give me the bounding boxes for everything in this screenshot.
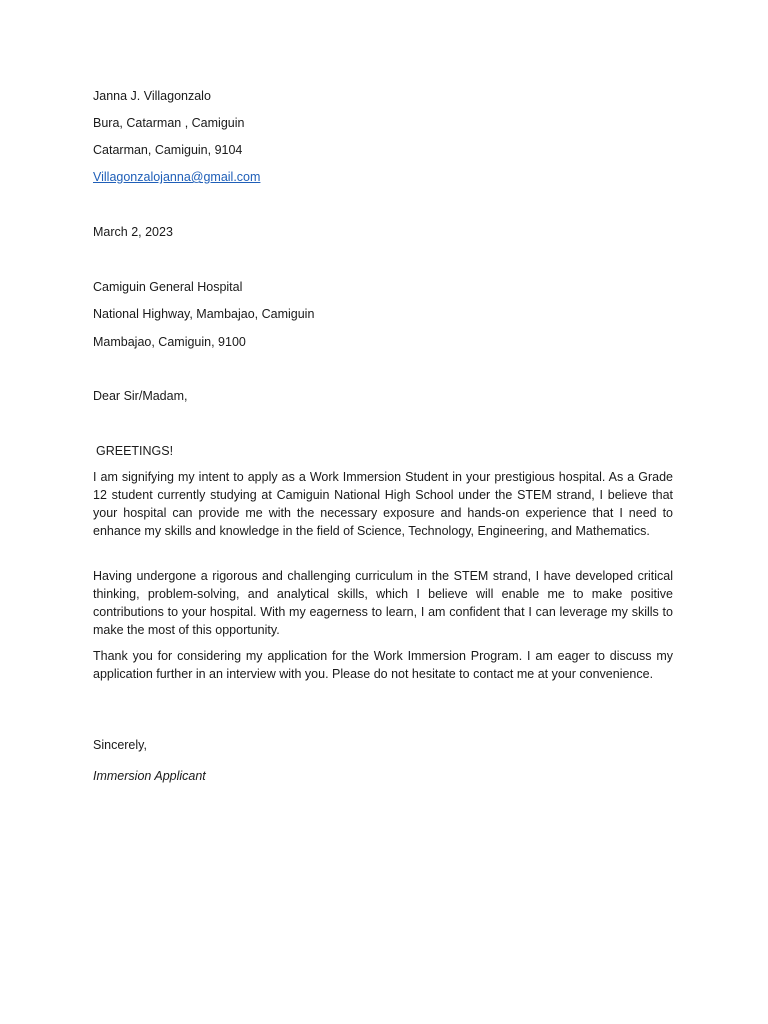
recipient-address-line2: Mambajao, Camiguin, 9100: [93, 335, 246, 349]
closing: Sincerely,: [93, 738, 147, 752]
letter-date: March 2, 2023: [93, 225, 173, 239]
sender-email-link[interactable]: Villagonzalojanna@gmail.com: [93, 170, 261, 184]
sender-address-line1: Bura, Catarman , Camiguin: [93, 116, 245, 130]
recipient-address-line1: National Highway, Mambajao, Camiguin: [93, 307, 315, 321]
greeting: GREETINGS!: [96, 444, 174, 458]
salutation: Dear Sir/Madam,: [93, 389, 188, 403]
body-paragraph-2: Having undergone a rigorous and challenging curriculum in the STEM strand, I have developed critical thinking, problem-solving, and analytical skills, which I believe will enable me to make positive contributions to your hospital. With my eagerness to learn, I am confident that I can leverage my skills to make the most of this opportunity.: [93, 569, 673, 637]
signature-title: Immersion Applicant: [93, 769, 206, 783]
body-paragraph-1: I am signifying my intent to apply as a Work Immersion Student in your prestigious hospital. As a Grade 12 student currently studying at Camiguin National High School under the STEM strand, I believe that your hospital can provide me with the necessary exposure and hands-on experience that I need to enhance my skills and knowledge in the field of Science, Technology, Engineering, and Mathematics.: [93, 470, 673, 538]
body-paragraph-3: Thank you for considering my application for the Work Immersion Program. I am eager to discuss my application further in an interview with you. Please do not hesitate to contact me at your convenience.: [93, 649, 673, 681]
sender-address-line2: Catarman, Camiguin, 9104: [93, 143, 243, 157]
recipient-name: Camiguin General Hospital: [93, 280, 243, 294]
sender-name: Janna J. Villagonzalo: [93, 89, 211, 103]
